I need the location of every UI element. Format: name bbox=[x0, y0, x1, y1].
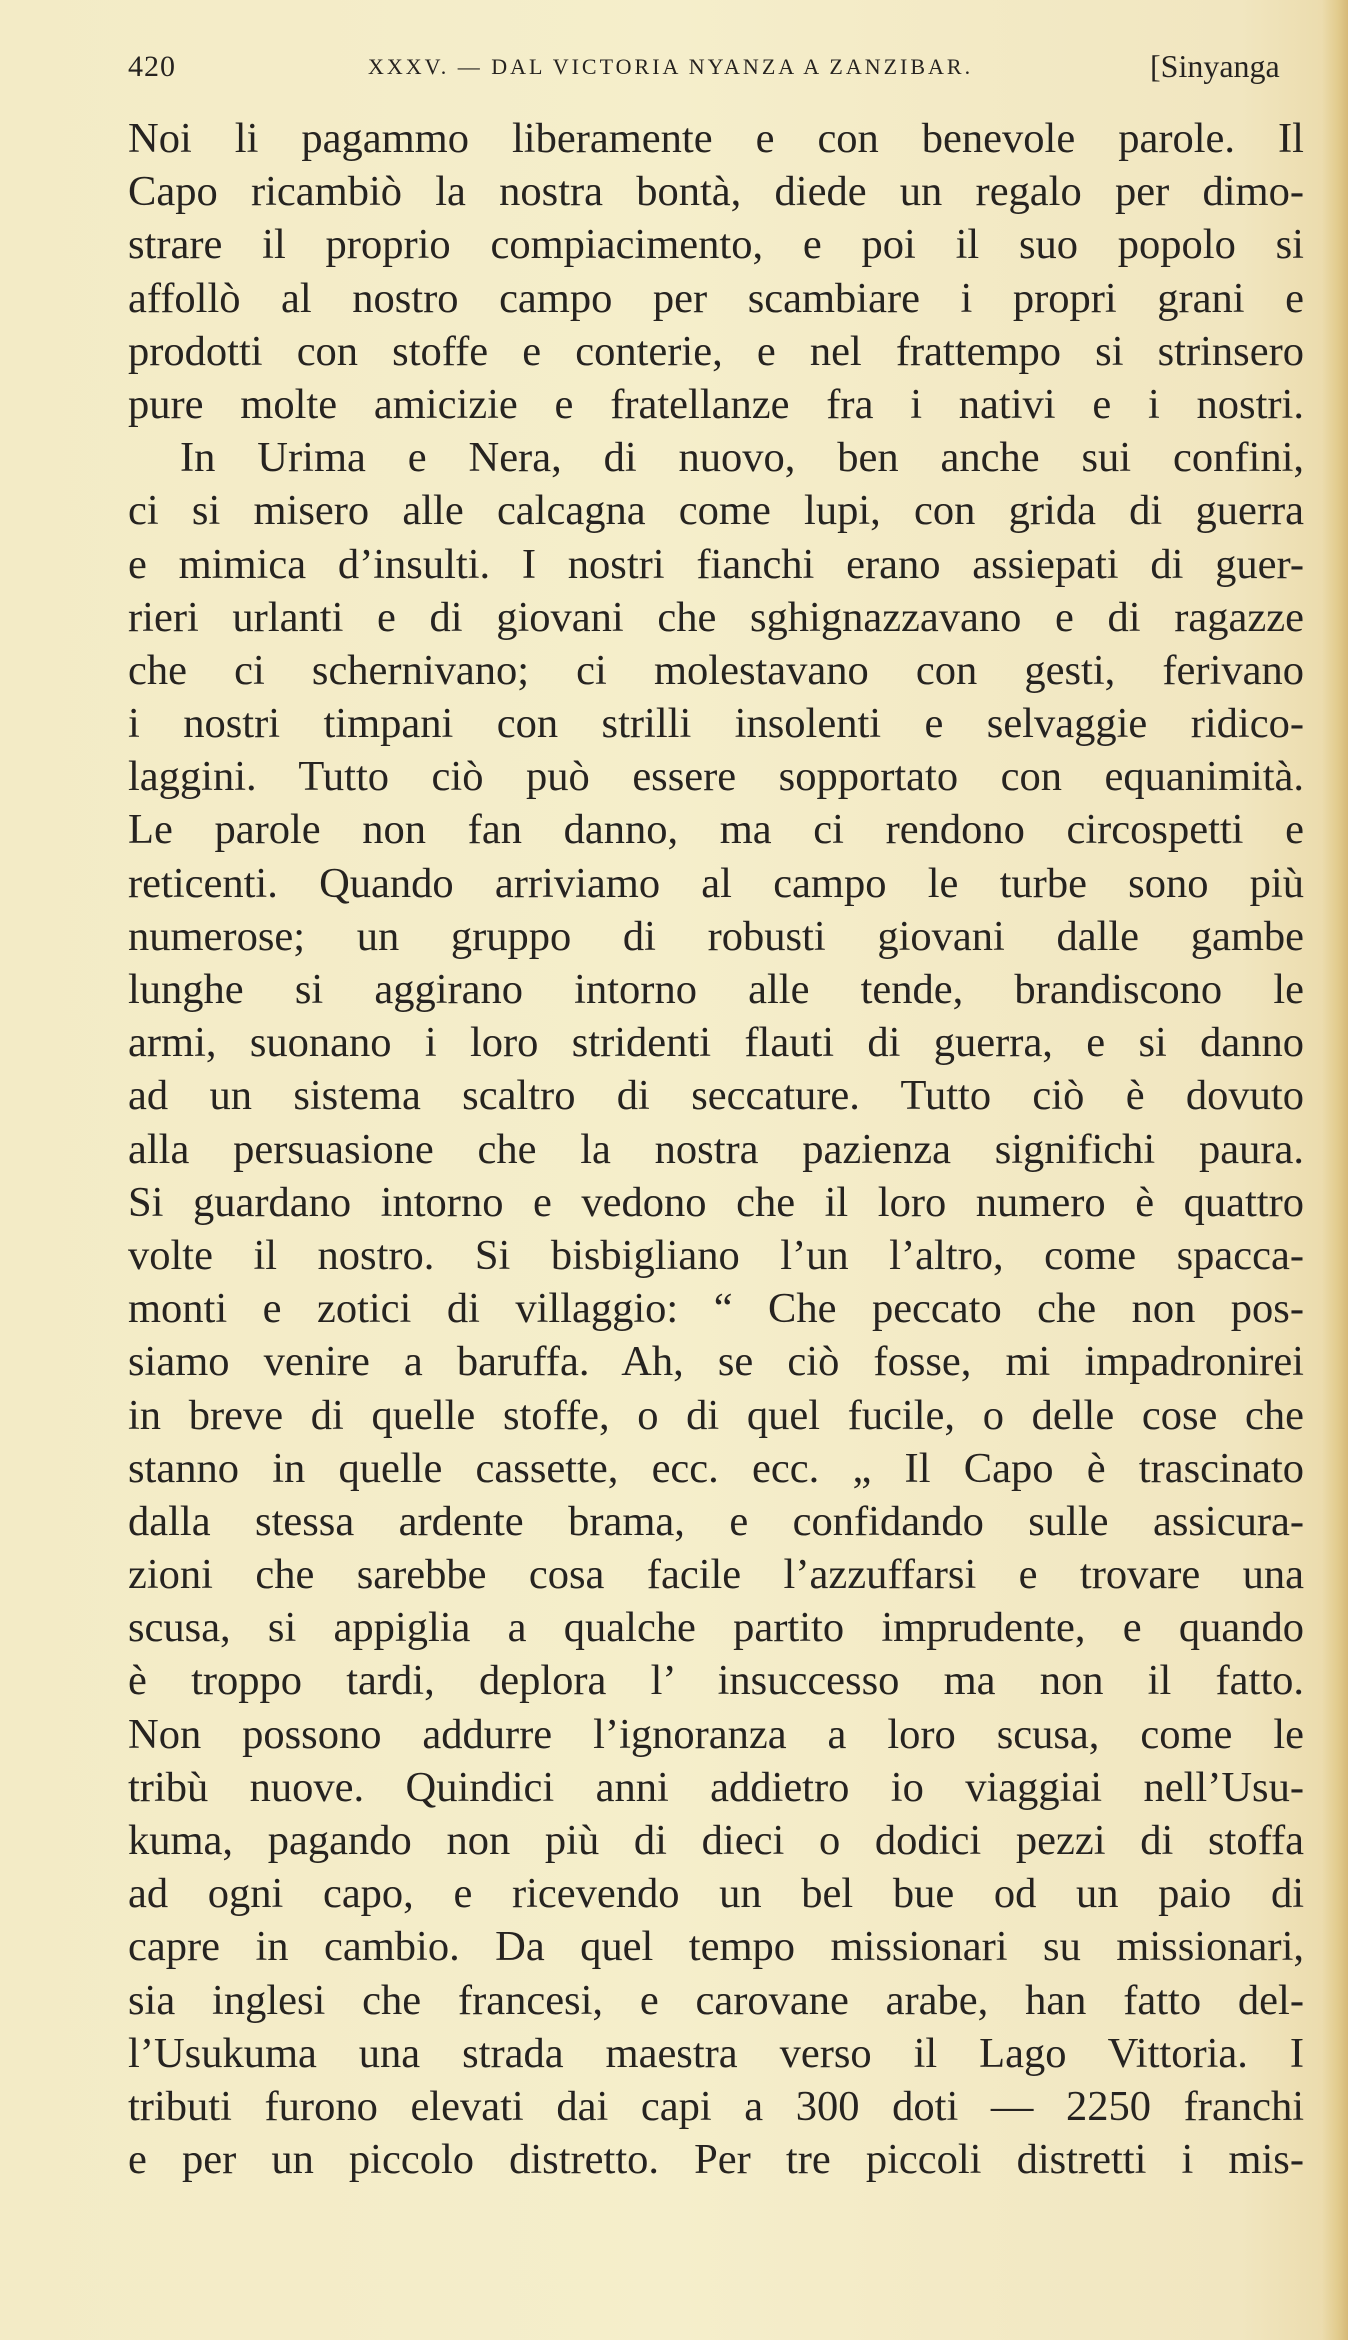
text-line: affollò al nostro campo per scambiare i propri grani e bbox=[128, 274, 1304, 322]
text-line: e per un piccolo distretto. Per tre piccoli distretti i mis- bbox=[128, 2136, 1304, 2184]
text-line: kuma, pagando non più di dieci o dodici pezzi di stoffa bbox=[128, 1817, 1304, 1864]
text-line: volte il nostro. Si bisbigliano l’un l’altro, come spacca- bbox=[128, 1231, 1304, 1279]
text-line: armi, suonano i loro stridenti flauti di guerra, e si danno bbox=[128, 1019, 1304, 1067]
text-line: stanno in quelle cassette, ecc. ecc. „ Il Capo è trascinato bbox=[128, 1444, 1304, 1492]
text-line: i nostri timpani con strilli insolenti e selvaggie ridico- bbox=[128, 700, 1304, 748]
section-marker: [Sinyanga bbox=[1150, 48, 1280, 84]
text-line: numerose; un gruppo di robusti giovani dalle gambe bbox=[128, 912, 1304, 960]
text-line: monti e zotici di villaggio: “ Che peccato che non pos- bbox=[128, 1285, 1304, 1333]
text-line: e mimica d’insulti. I nostri fianchi erano assiepati di guer- bbox=[128, 540, 1304, 588]
text-line: Le parole non fan danno, ma ci rendono circospetti e bbox=[128, 806, 1304, 854]
text-line: prodotti con stoffe e conterie, e nel frattempo si strinsero bbox=[128, 327, 1304, 375]
text-line: che ci schernivano; ci molestavano con gesti, ferivano bbox=[128, 646, 1304, 694]
text-line: rieri urlanti e di giovani che sghignazzavano e di ragazze bbox=[128, 593, 1304, 641]
text-line: scusa, si appiglia a qualche partito imprudente, e quando bbox=[128, 1604, 1304, 1652]
text-line: Si guardano intorno e vedono che il loro numero è quattro bbox=[128, 1178, 1304, 1226]
text-line: in breve di quelle stoffe, o di quel fucile, o delle cose che bbox=[128, 1391, 1304, 1439]
text-line: è troppo tardi, deplora l’ insuccesso ma non il fatto. bbox=[128, 1657, 1304, 1705]
text-line: siamo venire a baruffa. Ah, se ciò fosse, mi impadronirei bbox=[128, 1338, 1304, 1386]
text-line: Non possono addurre l’ignoranza a loro scusa, come le bbox=[128, 1710, 1304, 1758]
text-line: ad un sistema scaltro di seccature. Tutto ciò è dovuto bbox=[128, 1072, 1304, 1120]
text-line: Capo ricambiò la nostra bontà, diede un regalo per dimo- bbox=[128, 168, 1304, 216]
text-line: alla persuasione che la nostra pazienza significhi paura. bbox=[128, 1125, 1304, 1173]
text-line: ad ogni capo, e ricevendo un bel bue od un paio di bbox=[128, 1870, 1304, 1918]
text-line: laggini. Tutto ciò può essere sopportato con equanimità. bbox=[128, 753, 1304, 801]
text-line: capre in cambio. Da quel tempo missionari su missionari, bbox=[128, 1923, 1304, 1971]
text-line: strare il proprio compiacimento, e poi il suo popolo si bbox=[128, 221, 1304, 269]
text-line: dalla stessa ardente brama, e confidando sulle assicura- bbox=[128, 1497, 1304, 1545]
text-line: In Urima e Nera, di nuovo, ben anche sui confini, bbox=[180, 434, 1304, 482]
text-line: ci si misero alle calcagna come lupi, con grida di guerra bbox=[128, 487, 1304, 535]
running-title: XXXV. — DAL VICTORIA NYANZA A ZANZIBAR. bbox=[368, 54, 974, 79]
text-line: reticenti. Quando arriviamo al campo le turbe sono più bbox=[128, 859, 1304, 907]
text-line: pure molte amicizie e fratellanze fra i nativi e i nostri. bbox=[128, 380, 1304, 428]
text-line: lunghe si aggirano intorno alle tende, brandiscono le bbox=[128, 966, 1304, 1013]
body-text bbox=[128, 112, 1304, 2186]
text-line: Noi li pagammo liberamente e con benevole parole. Il bbox=[128, 115, 1304, 162]
text-line: zioni che sarebbe cosa facile l’azzuffarsi e trovare una bbox=[128, 1551, 1304, 1599]
page-edge bbox=[1322, 0, 1348, 2340]
text-line: sia inglesi che francesi, e carovane arabe, han fatto del- bbox=[128, 1976, 1304, 2024]
text-line: tribù nuove. Quindici anni addietro io viaggiai nell’Usu- bbox=[128, 1763, 1304, 1811]
running-header bbox=[128, 44, 1308, 96]
text-line: l’Usukuma una strada maestra verso il Lago Vittoria. I bbox=[128, 2029, 1304, 2077]
text-line: tributi furono elevati dai capi a 300 doti — 2250 franchi bbox=[128, 2082, 1304, 2130]
page-number: 420 bbox=[128, 50, 176, 83]
